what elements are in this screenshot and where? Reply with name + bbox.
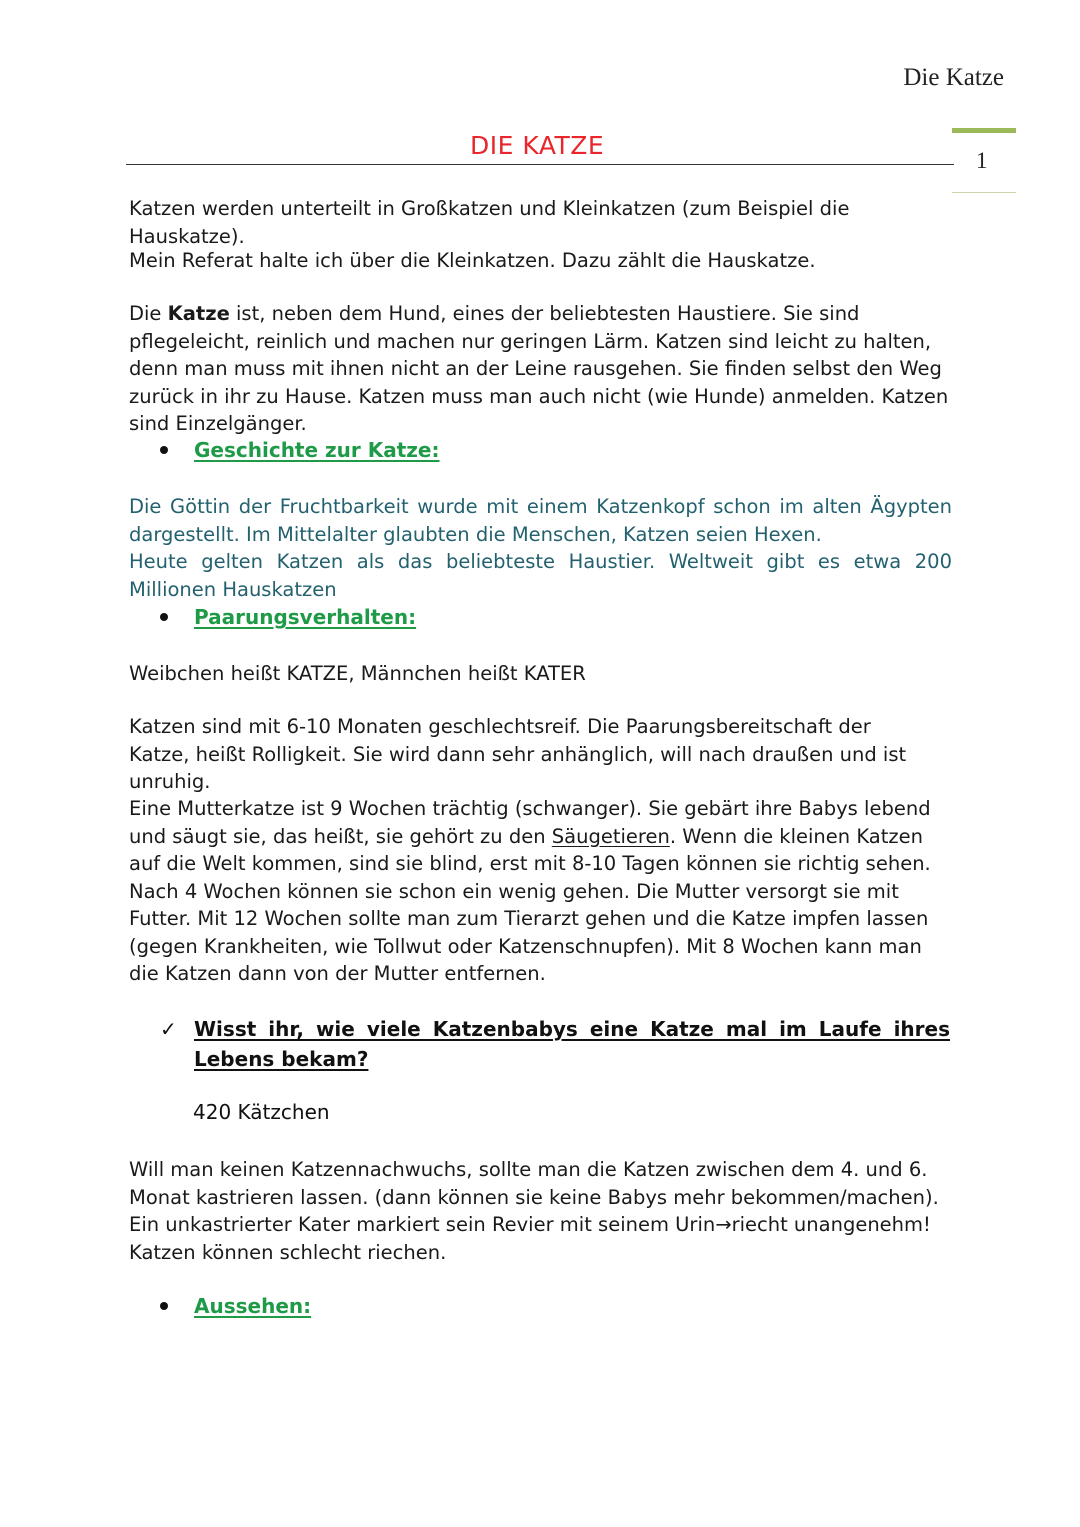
paragraph-mating-2: Katzen sind mit 6-10 Monaten geschlechtsreif. Die Paarungsbereitschaft der Katze, heißt Rolligkeit. Sie wird dann sehr anhänglich, will nach draußen und ist unruhig. <box>129 715 907 793</box>
bullet-dot-icon <box>160 446 168 454</box>
header-document-title: Die Katze <box>903 64 1004 91</box>
paragraph-intro-3-rest: ist, neben dem Hund, eines der beliebtesten Haustiere. Sie sind pflegeleicht, reinlich und machen nur geringen Lärm. Katzen sind leicht zu halten, denn man muss mit ihnen nicht an der Leine rausgehen. Sie finden selbst den Weg zurück in ihr zu Hause. Katzen muss man auch nicht (wie Hunde) anmelden. Katzen sind Einzelgänger. <box>129 302 949 435</box>
title-rule <box>126 164 954 165</box>
paragraph-intro-2: Mein Referat halte ich über die Kleinkatzen. Dazu zählt die Hauskatze. <box>129 249 816 272</box>
question-text: Wisst ihr, wie viele Katzenbabys eine Katze mal im Laufe ihres Lebens bekam? <box>194 1017 950 1071</box>
paragraph-history-2: Heute gelten Katzen als das beliebteste Haustier. Weltweit gibt es etwa 200 Millionen Hauskatzen <box>129 550 952 601</box>
mammals-term: Säugetieren <box>551 824 670 848</box>
paragraph-intro-3-prefix: Die <box>129 302 168 325</box>
bullet-history <box>160 438 439 462</box>
bullet-dot-icon <box>160 613 168 621</box>
paragraph-intro-3-bold: Katze <box>167 302 230 325</box>
paragraph-intro-1: Katzen werden unterteilt in Großkatzen und Kleinkatzen (zum Beispiel die Hauskatze). <box>129 197 850 248</box>
bullet-mating <box>160 605 416 629</box>
question-kittens <box>160 1014 950 1074</box>
paragraph-history-1: Die Göttin der Fruchtbarkeit wurde mit einem Katzenkopf schon im alten Ägypten dargestellt. Im Mittelalter glaubten die Menschen, Katzen seien Hexen. <box>129 495 952 546</box>
header-accent-bar <box>952 128 1016 133</box>
paragraph-castration: Will man keinen Katzennachwuchs, sollte man die Katzen zwischen dem 4. und 6. Monat kastrieren lassen. (dann können sie keine Babys mehr bekommen/machen). Ein unkastrierter Kater markiert sein Revier mit seinem Urin→riecht unangenehm! Katzen können schlecht riechen. <box>129 1158 939 1264</box>
paragraph-intro-3 <box>129 300 954 438</box>
answer-kittens: 420 Kätzchen <box>193 1100 330 1124</box>
checkmark-icon: ✓ <box>160 1017 177 1041</box>
paragraph-mother-a: Eine Mutterkatze ist 9 Wochen trächtig (schwanger). Sie gebärt ihre Babys lebend und säugt sie, das heißt, sie gehört zu den <box>129 797 931 848</box>
bullet-dot-icon <box>160 1302 168 1310</box>
bullet-history-label: Geschichte zur Katze: <box>194 438 440 462</box>
bullet-mating-label: Paarungsverhalten: <box>194 605 417 629</box>
paragraph-mother <box>129 795 954 988</box>
bullet-appearance-label: Aussehen: <box>194 1294 312 1318</box>
page-number-divider <box>952 192 1016 193</box>
page-title: DIE KATZE <box>470 131 605 160</box>
paragraph-mating-1: Weibchen heißt KATZE, Männchen heißt KATER <box>129 662 586 685</box>
paragraph-mother-b: . Wenn die kleinen Katzen auf die Welt kommen, sind sie blind, erst mit 8-10 Tagen können sie richtig sehen. Nach 4 Wochen können sie schon ein wenig gehen. Die Mutter versorgt sie mit Futter. Mit 12 Wochen sollte man zum Tierarzt gehen und die Katze impfen lassen (gegen Krankheiten, wie Tollwut oder Katzenschnupfen). Mit 8 Wochen kann man die Katzen dann von der Mutter entfernen. <box>129 824 931 985</box>
bullet-appearance <box>160 1294 311 1318</box>
page-number: 1 <box>976 148 988 173</box>
